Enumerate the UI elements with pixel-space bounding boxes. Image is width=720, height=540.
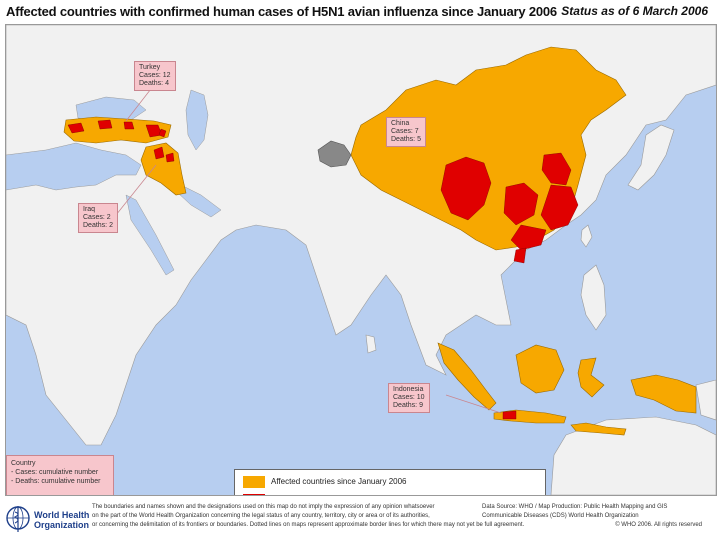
area-turkey-2 [98,120,112,129]
legend-swatch-areas [243,494,265,496]
area-china-guangdong [514,248,526,263]
who-logo [4,504,90,538]
callout-turkey [134,61,176,91]
disclaimer [92,503,525,530]
legend-row-areas [243,494,539,496]
callout-iraq-cases: Cases: 2 [83,214,111,221]
who-name [34,510,89,530]
legend-swatch-affected [243,476,265,488]
callout-china-name: China [391,120,410,127]
callout-iraq-name: Iraq [83,206,96,213]
callout-iraq-deaths: Deaths: 2 [83,222,113,229]
copyright: © WHO 2006. All rights reserved [615,522,702,528]
key-box [6,455,114,496]
disclaimer-line1: The boundaries and names shown and the designations used on this map do not imply the expression of any opinion whatsoever [92,504,435,510]
callout-indonesia-cases: Cases: 10 [393,394,425,401]
key-country: Country [11,460,36,467]
map-title: Affected countries with confirmed human cases of H5N1 avian influenza since January 2006 [6,4,557,19]
callout-indonesia-deaths: Deaths: 9 [393,402,423,409]
who-emblem-icon [4,504,32,534]
callout-indonesia [388,383,430,413]
callout-indonesia-name: Indonesia [393,386,424,393]
callout-turkey-cases: Cases: 12 [139,72,171,79]
who-name-line2: Organization [34,520,90,530]
callout-turkey-deaths: Deaths: 4 [139,80,169,87]
callout-china [386,117,426,147]
key-cases: - Cases: cumulative number [11,469,99,476]
status-date: Status as of 6 March 2006 [561,4,708,18]
legend-row-affected [243,476,539,490]
callout-china-cases: Cases: 7 [391,128,419,135]
map-legend [234,469,546,496]
who-name-line1: World Health [34,510,90,520]
source-line1: Data Source: WHO / Map Production: Public Health Mapping and GIS [482,504,668,510]
legend-label-affected: Affected countries since January 2006 [271,477,407,486]
map-area [5,24,717,496]
legend-label-areas [271,495,396,496]
area-turkey-3 [124,122,134,129]
callout-iraq [78,203,118,233]
callout-turkey-name: Turkey [139,64,161,71]
data-source [482,503,712,530]
map-svg [6,25,716,495]
disclaimer-line3: or concerning the delimitation of its frontiers or boundaries. Dotted lines on maps represent approximate border lines for which there may not yet be full agreement. [92,522,525,528]
source-line2: Communicable Diseases (CDS) World Health Organization [482,513,639,519]
area-indonesia-java [503,411,516,419]
callout-china-deaths: Deaths: 5 [391,136,421,143]
disclaimer-line2: on the part of the World Health Organization concerning the legal status of any country, territory, city or area or of its authorities, [92,513,430,519]
key-deaths: - Deaths: cumulative number [11,478,101,485]
